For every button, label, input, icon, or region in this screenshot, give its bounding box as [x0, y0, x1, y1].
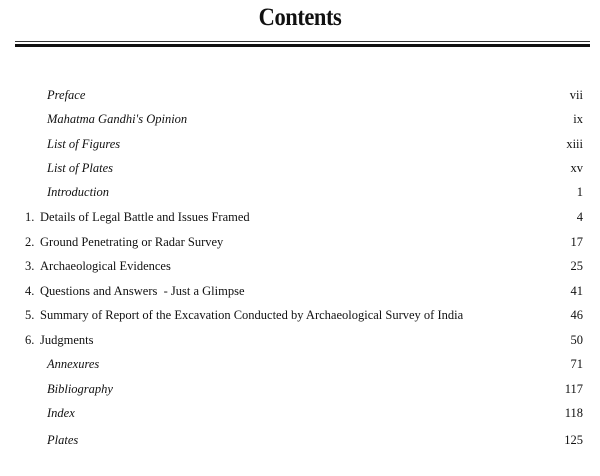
entry-title: Summary of Report of the Excavation Conducted by Archaeological Survey of India [40, 308, 464, 322]
page-number: 46 [570, 308, 583, 322]
chapter-number: 5. [25, 308, 35, 322]
page-number: 50 [570, 333, 583, 347]
entry-title: Preface [47, 88, 86, 102]
page-number: 118 [564, 406, 583, 420]
entry-title: Index [47, 406, 75, 420]
chapter-number: 4. [25, 284, 35, 298]
page-title: Contents [258, 4, 342, 31]
chapter-number: 6. [25, 333, 35, 347]
page-number: 4 [576, 210, 583, 224]
toc-entry[interactable] [0, 88, 600, 106]
toc-entry[interactable] [0, 137, 600, 155]
toc-entry[interactable] [0, 161, 600, 179]
page-number: 41 [570, 284, 583, 298]
toc-entry[interactable] [0, 433, 600, 451]
entry-title: Annexures [47, 357, 100, 371]
entry-title: Judgments [40, 333, 94, 347]
toc-entry[interactable] [0, 185, 600, 203]
chapter-number: 2. [25, 235, 35, 249]
entry-title: Questions and Answers - Just a Glimpse [40, 284, 245, 298]
page-number: 117 [564, 382, 583, 396]
title-rule-thin [15, 41, 590, 42]
toc-entry[interactable] [0, 308, 600, 326]
entry-title: Ground Penetrating or Radar Survey [40, 235, 224, 249]
chapter-number: 3. [25, 259, 35, 273]
toc-entry[interactable] [0, 333, 600, 351]
entry-title: Archaeological Evidences [40, 259, 171, 273]
entry-title: Mahatma Gandhi's Opinion [47, 112, 188, 126]
toc-entry[interactable] [0, 406, 600, 424]
page-number: xiii [566, 137, 583, 151]
page-number: 71 [570, 357, 583, 371]
entry-title: List of Figures [47, 137, 121, 151]
page-number: 125 [564, 433, 583, 447]
page-number: vii [569, 88, 583, 102]
toc-entry[interactable] [0, 382, 600, 400]
page-number: ix [573, 112, 583, 126]
toc-entry[interactable] [0, 357, 600, 375]
entry-title: Plates [47, 433, 79, 447]
toc-entry[interactable] [0, 210, 600, 228]
title-rule-thick [15, 44, 590, 47]
entry-title: Introduction [47, 185, 110, 199]
chapter-number: 1. [25, 210, 35, 224]
entry-title: List of Plates [47, 161, 113, 175]
toc-entry[interactable] [0, 112, 600, 130]
toc-entry[interactable] [0, 235, 600, 253]
toc-entry[interactable] [0, 284, 600, 302]
entry-title: Bibliography [47, 382, 113, 396]
toc-entry[interactable] [0, 259, 600, 277]
page-number: 1 [576, 185, 583, 199]
page-number: xv [570, 161, 583, 175]
page-number: 17 [570, 235, 583, 249]
entry-title: Details of Legal Battle and Issues Framed [40, 210, 250, 224]
page-number: 25 [570, 259, 583, 273]
